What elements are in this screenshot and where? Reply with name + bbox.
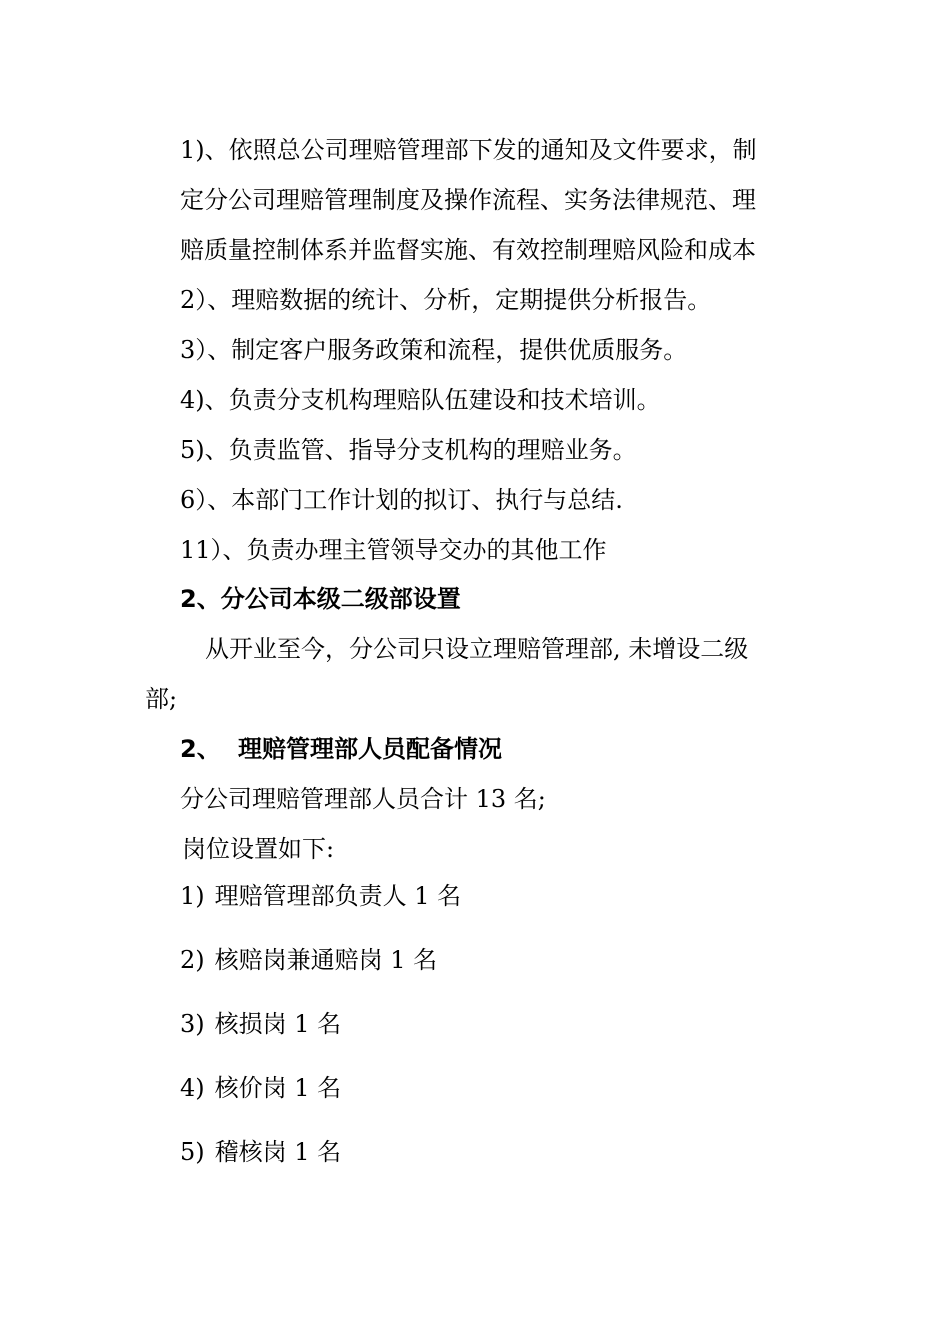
section-heading-sub-departments: 2、分公司本级二级部设置	[180, 585, 461, 613]
position-item	[180, 1137, 341, 1167]
position-text: 理赔管理部负责人 1 名	[214, 882, 462, 910]
section-heading-text: 理赔管理部人员配备情况	[238, 735, 502, 763]
duty-item-4: 4)、负责分支机构理赔队伍建设和技术培训。	[180, 386, 661, 414]
duty-item-1-line-2: 定分公司理赔管理制度及操作流程、实务法律规范、理	[180, 186, 756, 214]
position-text: 核价岗 1 名	[214, 1074, 342, 1102]
staff-total: 分公司理赔管理部人员合计 13 名;	[180, 785, 546, 813]
position-item	[180, 1073, 341, 1103]
position-text: 核损岗 1 名	[214, 1010, 342, 1038]
sub-departments-paragraph-line-2: 部;	[145, 685, 178, 713]
duty-item-11: 11）、负责办理主管领导交办的其他工作	[180, 536, 607, 564]
position-number: 4)	[180, 1074, 205, 1102]
duty-item-2: 2）、理赔数据的统计、分析，定期提供分析报告。	[180, 286, 712, 314]
duty-item-1-line-3: 赔质量控制体系并监督实施、有效控制理赔风险和成本	[180, 236, 756, 264]
duty-item-1-line-1: 1)、依照总公司理赔管理部下发的通知及文件要求，制	[180, 136, 757, 164]
position-text: 稽核岗 1 名	[214, 1138, 342, 1166]
position-number: 3)	[180, 1010, 205, 1038]
section-heading-number: 2、	[180, 735, 221, 763]
position-number: 2)	[180, 946, 205, 974]
position-text: 核赔岗兼通赔岗 1 名	[214, 946, 438, 974]
position-number: 5)	[180, 1138, 205, 1166]
position-item	[180, 881, 461, 911]
sub-departments-paragraph-line-1: 从开业至今，分公司只设立理赔管理部, 未增设二级	[205, 635, 749, 663]
duty-item-5: 5)、负责监管、指导分支机构的理赔业务。	[180, 436, 637, 464]
positions-intro: 岗位设置如下:	[182, 835, 335, 863]
section-heading-staffing	[180, 734, 502, 764]
position-item	[180, 1009, 341, 1039]
duty-item-3: 3）、制定客户服务政策和流程，提供优质服务。	[180, 336, 688, 364]
position-item	[180, 945, 437, 975]
position-number: 1)	[180, 882, 205, 910]
duty-item-6: 6）、本部门工作计划的拟订、执行与总结.	[180, 486, 623, 514]
